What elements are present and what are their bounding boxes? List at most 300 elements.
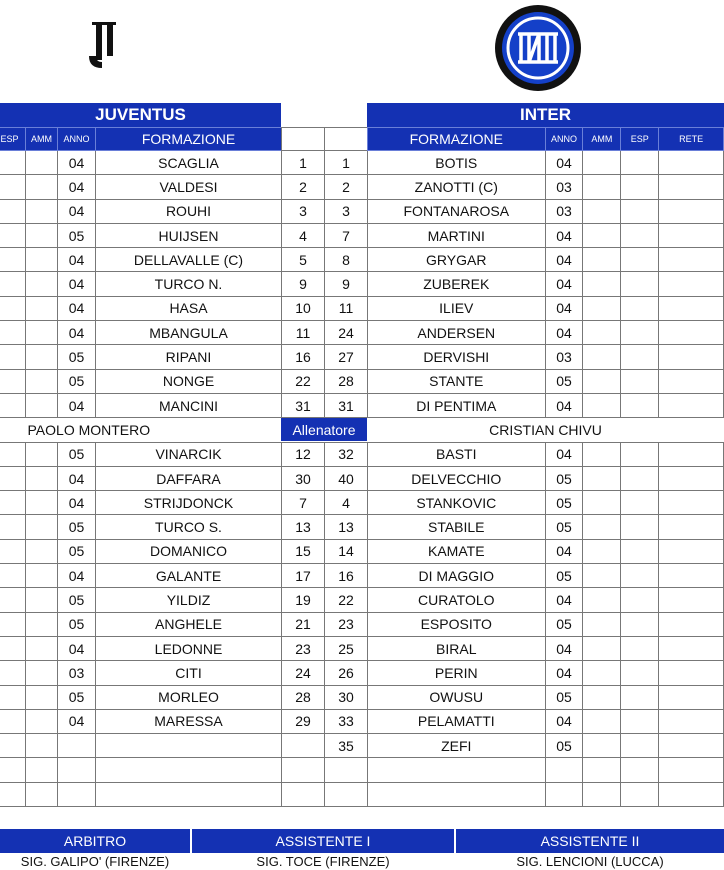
player-year: 05 xyxy=(545,612,583,636)
table-row xyxy=(368,758,724,782)
player-year: 05 xyxy=(545,685,583,709)
table-row xyxy=(282,685,368,709)
player-name: ILIEV xyxy=(368,296,546,320)
player-name: STRIJDONCK xyxy=(96,491,282,515)
player-name: GRYGAR xyxy=(368,248,546,272)
player-name: NONGE xyxy=(96,369,282,393)
table-row xyxy=(368,612,724,636)
esp-cell xyxy=(0,515,26,539)
amm-cell xyxy=(26,636,58,660)
esp-cell xyxy=(621,685,659,709)
amm-cell xyxy=(583,782,621,806)
table-row xyxy=(282,393,368,417)
player-year: 05 xyxy=(58,588,96,612)
rete-cell xyxy=(659,248,724,272)
table-row xyxy=(368,491,724,515)
esp-cell xyxy=(621,515,659,539)
esp-cell xyxy=(0,321,26,345)
table-row xyxy=(368,636,724,660)
coach-label: Allenatore xyxy=(281,418,367,441)
player-name: DI PENTIMA xyxy=(368,393,546,417)
home-shirt-number: 12 xyxy=(282,442,325,466)
player-name: STABILE xyxy=(368,515,546,539)
amm-cell xyxy=(583,248,621,272)
table-row xyxy=(368,248,724,272)
amm-cell xyxy=(583,515,621,539)
esp-cell xyxy=(0,175,26,199)
amm-cell xyxy=(583,636,621,660)
player-year: 04 xyxy=(545,709,583,733)
table-row xyxy=(0,272,282,296)
column-header: RETE xyxy=(659,128,724,151)
player-name: FONTANAROSA xyxy=(368,199,546,223)
player-name: DAFFARA xyxy=(96,466,282,490)
player-name: CITI xyxy=(96,661,282,685)
player-year: 03 xyxy=(545,199,583,223)
amm-cell xyxy=(583,758,621,782)
away-shirt-number: 1 xyxy=(325,151,368,175)
amm-cell xyxy=(583,199,621,223)
table-row xyxy=(0,588,282,612)
esp-cell xyxy=(621,539,659,563)
column-header: AMM xyxy=(583,128,621,151)
player-name: LEDONNE xyxy=(96,636,282,660)
amm-cell xyxy=(26,248,58,272)
table-row xyxy=(282,248,368,272)
away-shirt-number: 14 xyxy=(325,539,368,563)
home-shirt-number: 16 xyxy=(282,345,325,369)
assistant2-label: ASSISTENTE II xyxy=(456,829,724,853)
home-shirt-number: 10 xyxy=(282,296,325,320)
player-name: BASTI xyxy=(368,442,546,466)
player-name: HUIJSEN xyxy=(96,223,282,247)
player-year xyxy=(58,758,96,782)
player-year: 04 xyxy=(545,296,583,320)
column-header: ESP xyxy=(621,128,659,151)
amm-cell xyxy=(583,612,621,636)
player-name: STANKOVIC xyxy=(368,491,546,515)
column-header: ANNO xyxy=(58,128,96,151)
home-shirt-number: 23 xyxy=(282,636,325,660)
table-row xyxy=(282,442,368,466)
player-name: HASA xyxy=(96,296,282,320)
table-row xyxy=(0,782,282,806)
player-year: 04 xyxy=(58,636,96,660)
amm-cell xyxy=(583,369,621,393)
player-year: 04 xyxy=(58,248,96,272)
amm-cell xyxy=(583,564,621,588)
rete-cell xyxy=(659,491,724,515)
player-year: 04 xyxy=(58,321,96,345)
home-shirt-number xyxy=(282,758,325,782)
player-year: 04 xyxy=(545,151,583,175)
player-year: 04 xyxy=(58,709,96,733)
table-row xyxy=(368,223,724,247)
away-coach-name: CRISTIAN CHIVU xyxy=(368,418,724,442)
esp-cell xyxy=(621,661,659,685)
amm-cell xyxy=(26,321,58,345)
esp-cell xyxy=(0,442,26,466)
amm-cell xyxy=(26,685,58,709)
table-row xyxy=(368,734,724,758)
player-year: 05 xyxy=(58,223,96,247)
home-shirt-number: 21 xyxy=(282,612,325,636)
rete-cell xyxy=(659,175,724,199)
amm-cell xyxy=(583,466,621,490)
rete-cell xyxy=(659,661,724,685)
player-year: 04 xyxy=(58,564,96,588)
rete-cell xyxy=(659,199,724,223)
amm-cell xyxy=(583,272,621,296)
table-row xyxy=(0,539,282,563)
amm-cell xyxy=(26,393,58,417)
table-row xyxy=(282,491,368,515)
away-shirt-number: 8 xyxy=(325,248,368,272)
table-row xyxy=(282,782,368,806)
amm-cell xyxy=(583,734,621,758)
esp-cell xyxy=(621,296,659,320)
player-year: 05 xyxy=(545,734,583,758)
esp-cell xyxy=(0,491,26,515)
player-name: GALANTE xyxy=(96,564,282,588)
home-shirt-number: 19 xyxy=(282,588,325,612)
player-year: 05 xyxy=(58,515,96,539)
player-year: 04 xyxy=(545,661,583,685)
table-row xyxy=(368,151,724,175)
player-name: YILDIZ xyxy=(96,588,282,612)
column-header xyxy=(325,128,368,151)
home-shirt-number: 22 xyxy=(282,369,325,393)
table-row xyxy=(368,442,724,466)
esp-cell xyxy=(0,199,26,223)
table-row xyxy=(282,588,368,612)
amm-cell xyxy=(26,515,58,539)
rete-cell xyxy=(659,369,724,393)
column-header: FORMAZIONE xyxy=(96,128,282,151)
player-name: MARESSA xyxy=(96,709,282,733)
home-shirt-number: 7 xyxy=(282,491,325,515)
table-row xyxy=(282,466,368,490)
table-row xyxy=(282,734,368,758)
table-row xyxy=(0,369,282,393)
table-row xyxy=(282,539,368,563)
table-row xyxy=(282,612,368,636)
column-header: ESP xyxy=(0,128,26,151)
rete-cell xyxy=(659,539,724,563)
away-shirt-number: 40 xyxy=(325,466,368,490)
esp-cell xyxy=(0,248,26,272)
amm-cell xyxy=(583,661,621,685)
amm-cell xyxy=(583,539,621,563)
player-year: 04 xyxy=(58,491,96,515)
table-row xyxy=(368,515,724,539)
player-year xyxy=(545,758,583,782)
player-year: 03 xyxy=(58,661,96,685)
table-row xyxy=(282,175,368,199)
away-shirt-number: 35 xyxy=(325,734,368,758)
player-year xyxy=(58,734,96,758)
rete-cell xyxy=(659,272,724,296)
column-header: AMM xyxy=(26,128,58,151)
table-row xyxy=(368,296,724,320)
player-name: BIRAL xyxy=(368,636,546,660)
rete-cell xyxy=(659,758,724,782)
table-row xyxy=(368,564,724,588)
away-shirt-number: 28 xyxy=(325,369,368,393)
player-year: 04 xyxy=(545,588,583,612)
table-row xyxy=(0,175,282,199)
esp-cell xyxy=(621,466,659,490)
table-row xyxy=(0,296,282,320)
rete-cell xyxy=(659,393,724,417)
home-shirt-number: 24 xyxy=(282,661,325,685)
player-year: 04 xyxy=(545,248,583,272)
table-row xyxy=(0,442,282,466)
amm-cell xyxy=(583,223,621,247)
table-row xyxy=(0,758,282,782)
player-year: 05 xyxy=(58,612,96,636)
rete-cell xyxy=(659,709,724,733)
column-header: ANNO xyxy=(545,128,583,151)
away-shirt-number: 30 xyxy=(325,685,368,709)
player-name: MANCINI xyxy=(96,393,282,417)
player-year: 04 xyxy=(545,442,583,466)
player-year: 04 xyxy=(545,636,583,660)
player-year: 04 xyxy=(58,296,96,320)
away-shirt-number: 23 xyxy=(325,612,368,636)
table-row xyxy=(0,636,282,660)
esp-cell xyxy=(621,636,659,660)
table-row xyxy=(282,345,368,369)
amm-cell xyxy=(583,393,621,417)
player-year xyxy=(545,782,583,806)
amm-cell xyxy=(26,539,58,563)
esp-cell xyxy=(621,199,659,223)
player-name: BOTIS xyxy=(368,151,546,175)
rete-cell xyxy=(659,612,724,636)
away-shirt-number: 26 xyxy=(325,661,368,685)
table-row xyxy=(282,296,368,320)
table-row xyxy=(0,248,282,272)
amm-cell xyxy=(26,758,58,782)
table-row xyxy=(0,734,282,758)
rete-cell xyxy=(659,296,724,320)
home-shirt-number: 13 xyxy=(282,515,325,539)
table-row xyxy=(368,321,724,345)
player-name: DOMANICO xyxy=(96,539,282,563)
player-name: MBANGULA xyxy=(96,321,282,345)
home-shirt-number: 28 xyxy=(282,685,325,709)
shirt-numbers-table xyxy=(281,127,368,807)
esp-cell xyxy=(621,321,659,345)
esp-cell xyxy=(621,345,659,369)
away-shirt-number: 33 xyxy=(325,709,368,733)
esp-cell xyxy=(0,466,26,490)
table-row xyxy=(0,515,282,539)
esp-cell xyxy=(0,296,26,320)
away-shirt-number: 9 xyxy=(325,272,368,296)
amm-cell xyxy=(26,709,58,733)
player-name xyxy=(96,734,282,758)
amm-cell xyxy=(26,491,58,515)
table-row xyxy=(368,345,724,369)
esp-cell xyxy=(0,151,26,175)
rete-cell xyxy=(659,321,724,345)
esp-cell xyxy=(621,151,659,175)
esp-cell xyxy=(621,175,659,199)
rete-cell xyxy=(659,564,724,588)
table-row xyxy=(0,345,282,369)
amm-cell xyxy=(26,223,58,247)
esp-cell xyxy=(0,685,26,709)
esp-cell xyxy=(0,612,26,636)
table-row xyxy=(0,466,282,490)
home-shirt-number: 9 xyxy=(282,272,325,296)
amm-cell xyxy=(26,345,58,369)
esp-cell xyxy=(621,272,659,296)
home-lineup-table xyxy=(0,127,282,807)
assistant2-name: SIG. LENCIONI (LUCCA) xyxy=(516,854,664,869)
player-name: ZANOTTI (C) xyxy=(368,175,546,199)
player-year: 05 xyxy=(58,369,96,393)
esp-cell xyxy=(0,564,26,588)
away-shirt-number: 24 xyxy=(325,321,368,345)
amm-cell xyxy=(26,612,58,636)
player-year: 03 xyxy=(545,345,583,369)
table-row xyxy=(368,685,724,709)
table-row xyxy=(0,321,282,345)
player-year: 04 xyxy=(58,272,96,296)
player-name: CURATOLO xyxy=(368,588,546,612)
player-year: 04 xyxy=(545,223,583,247)
amm-cell xyxy=(26,588,58,612)
table-row xyxy=(282,758,368,782)
player-name xyxy=(368,758,546,782)
table-row xyxy=(368,272,724,296)
amm-cell xyxy=(583,321,621,345)
home-shirt-number: 17 xyxy=(282,564,325,588)
table-row xyxy=(0,223,282,247)
away-shirt-number: 13 xyxy=(325,515,368,539)
esp-cell xyxy=(621,734,659,758)
rete-cell xyxy=(659,466,724,490)
away-shirt-number: 31 xyxy=(325,393,368,417)
player-name: ZUBEREK xyxy=(368,272,546,296)
rete-cell xyxy=(659,515,724,539)
player-name: TURCO S. xyxy=(96,515,282,539)
table-row xyxy=(368,661,724,685)
player-name: DERVISHI xyxy=(368,345,546,369)
table-row xyxy=(368,369,724,393)
away-shirt-number: 25 xyxy=(325,636,368,660)
amm-cell xyxy=(26,175,58,199)
rete-cell xyxy=(659,223,724,247)
esp-cell xyxy=(0,636,26,660)
away-shirt-number: 27 xyxy=(325,345,368,369)
esp-cell xyxy=(621,758,659,782)
amm-cell xyxy=(583,151,621,175)
column-header xyxy=(282,128,325,151)
rete-cell xyxy=(659,734,724,758)
player-name: TURCO N. xyxy=(96,272,282,296)
player-name: ZEFI xyxy=(368,734,546,758)
player-name: ANDERSEN xyxy=(368,321,546,345)
amm-cell xyxy=(583,685,621,709)
table-row xyxy=(282,272,368,296)
home-shirt-number: 3 xyxy=(282,199,325,223)
home-shirt-number: 15 xyxy=(282,539,325,563)
table-row xyxy=(0,685,282,709)
player-year: 05 xyxy=(58,539,96,563)
player-name: DELLAVALLE (C) xyxy=(96,248,282,272)
table-row xyxy=(368,466,724,490)
esp-cell xyxy=(621,393,659,417)
table-row xyxy=(282,636,368,660)
table-row xyxy=(368,393,724,417)
juventus-logo-icon xyxy=(30,2,180,90)
inter-logo-icon xyxy=(488,4,588,92)
amm-cell xyxy=(583,175,621,199)
table-row xyxy=(368,175,724,199)
amm-cell xyxy=(26,199,58,223)
table-row xyxy=(0,709,282,733)
player-name: ESPOSITO xyxy=(368,612,546,636)
player-name: VALDESI xyxy=(96,175,282,199)
table-row xyxy=(368,539,724,563)
away-lineup-table xyxy=(367,127,724,807)
player-name: KAMATE xyxy=(368,539,546,563)
table-row xyxy=(0,661,282,685)
rete-cell xyxy=(659,442,724,466)
home-shirt-number: 2 xyxy=(282,175,325,199)
table-row xyxy=(282,369,368,393)
esp-cell xyxy=(0,709,26,733)
esp-cell xyxy=(0,782,26,806)
player-year: 05 xyxy=(545,491,583,515)
away-shirt-number: 16 xyxy=(325,564,368,588)
player-name: DELVECCHIO xyxy=(368,466,546,490)
esp-cell xyxy=(0,393,26,417)
amm-cell xyxy=(26,296,58,320)
esp-cell xyxy=(0,661,26,685)
away-shirt-number: 3 xyxy=(325,199,368,223)
esp-cell xyxy=(621,612,659,636)
player-year: 04 xyxy=(545,539,583,563)
away-shirt-number: 32 xyxy=(325,442,368,466)
player-year: 05 xyxy=(545,515,583,539)
esp-cell xyxy=(0,734,26,758)
player-name: PERIN xyxy=(368,661,546,685)
player-year: 05 xyxy=(545,466,583,490)
player-name: MORLEO xyxy=(96,685,282,709)
referee-name: SIG. GALIPO' (FIRENZE) xyxy=(20,854,170,869)
amm-cell xyxy=(26,734,58,758)
amm-cell xyxy=(583,588,621,612)
table-row xyxy=(282,709,368,733)
esp-cell xyxy=(0,588,26,612)
esp-cell xyxy=(621,564,659,588)
away-shirt-number: 7 xyxy=(325,223,368,247)
esp-cell xyxy=(0,223,26,247)
away-shirt-number: 11 xyxy=(325,296,368,320)
amm-cell xyxy=(583,345,621,369)
player-year: 05 xyxy=(58,345,96,369)
rete-cell xyxy=(659,636,724,660)
away-team-name: INTER xyxy=(367,103,724,127)
home-team-name: JUVENTUS xyxy=(0,103,281,127)
amm-cell xyxy=(26,466,58,490)
esp-cell xyxy=(0,369,26,393)
